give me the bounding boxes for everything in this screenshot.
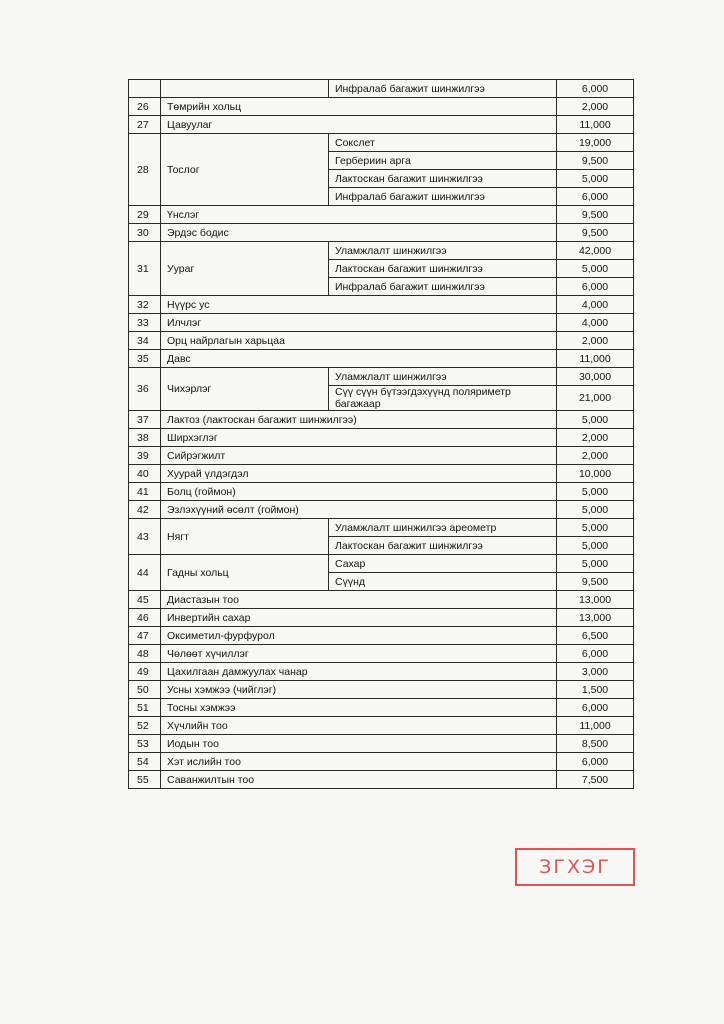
price-value: 6,000 [557, 645, 634, 663]
table-row [129, 501, 634, 519]
row-number: 45 [129, 591, 161, 609]
table-row [129, 80, 634, 98]
price-value: 2,000 [557, 429, 634, 447]
table-row [129, 735, 634, 753]
table-row [129, 411, 634, 429]
price-value: 5,000 [557, 170, 634, 188]
price-table [128, 79, 634, 789]
price-value: 2,000 [557, 447, 634, 465]
price-value: 5,000 [557, 411, 634, 429]
method-name: Лактоскан багажит шинжилгээ [329, 170, 557, 188]
price-value: 5,000 [557, 555, 634, 573]
price-value: 6,000 [557, 278, 634, 296]
row-number: 55 [129, 771, 161, 789]
table-row [129, 555, 634, 573]
row-number: 38 [129, 429, 161, 447]
price-value: 6,000 [557, 753, 634, 771]
table-row [129, 771, 634, 789]
item-name: Орц найрлагын харьцаа [161, 332, 557, 350]
row-number: 43 [129, 519, 161, 555]
row-number: 29 [129, 206, 161, 224]
price-value: 9,500 [557, 224, 634, 242]
item-name: Нүүрс ус [161, 296, 557, 314]
row-number: 35 [129, 350, 161, 368]
method-name: Инфралаб багажит шинжилгээ [329, 80, 557, 98]
price-value: 9,500 [557, 573, 634, 591]
price-value: 2,000 [557, 332, 634, 350]
table-row [129, 519, 634, 537]
row-number: 28 [129, 134, 161, 206]
price-value: 6,500 [557, 627, 634, 645]
table-row [129, 429, 634, 447]
price-value: 10,000 [557, 465, 634, 483]
price-value: 1,500 [557, 681, 634, 699]
table-row [129, 483, 634, 501]
price-value: 13,000 [557, 591, 634, 609]
item-name: Эзлэхүүний өсөлт (гоймон) [161, 501, 557, 519]
price-value: 8,500 [557, 735, 634, 753]
price-value: 9,500 [557, 206, 634, 224]
price-value: 42,000 [557, 242, 634, 260]
price-value: 5,000 [557, 260, 634, 278]
table-row [129, 663, 634, 681]
table-row [129, 242, 634, 260]
row-number: 30 [129, 224, 161, 242]
row-number: 54 [129, 753, 161, 771]
row-number: 33 [129, 314, 161, 332]
stamp: ЗГХЭГ [515, 848, 635, 886]
item-name: Давс [161, 350, 557, 368]
item-name: Гадны хольц [161, 555, 329, 591]
item-name: Инвертийн сахар [161, 609, 557, 627]
row-number: 52 [129, 717, 161, 735]
item-name: Хүчлийн тоо [161, 717, 557, 735]
item-name: Нягт [161, 519, 329, 555]
method-name: Сүүнд [329, 573, 557, 591]
method-name: Сахар [329, 555, 557, 573]
table-row [129, 645, 634, 663]
row-number: 48 [129, 645, 161, 663]
row-number: 41 [129, 483, 161, 501]
price-value: 9,500 [557, 152, 634, 170]
table-row [129, 224, 634, 242]
item-name: Болц (гоймон) [161, 483, 557, 501]
row-number: 51 [129, 699, 161, 717]
price-value: 19,000 [557, 134, 634, 152]
item-name: Тосны хэмжээ [161, 699, 557, 717]
table-row [129, 350, 634, 368]
row-number: 40 [129, 465, 161, 483]
table-row [129, 609, 634, 627]
method-name: Сүү сүүн бүтээгдэхүүнд поляриметр багажаар [329, 386, 557, 411]
row-number: 34 [129, 332, 161, 350]
row-number: 32 [129, 296, 161, 314]
item-name: Төмрийн хольц [161, 98, 557, 116]
method-name: Инфралаб багажит шинжилгээ [329, 188, 557, 206]
price-value: 6,000 [557, 699, 634, 717]
price-value: 6,000 [557, 80, 634, 98]
row-number: 44 [129, 555, 161, 591]
method-name: Уламжлалт шинжилгээ ареометр [329, 519, 557, 537]
price-value: 13,000 [557, 609, 634, 627]
table-row [129, 699, 634, 717]
row-number: 46 [129, 609, 161, 627]
price-value: 5,000 [557, 519, 634, 537]
item-name: Чөлөөт хүчиллэг [161, 645, 557, 663]
price-value: 5,000 [557, 501, 634, 519]
item-name: Чихэрлэг [161, 368, 329, 411]
method-name: Сокслет [329, 134, 557, 152]
price-value: 3,000 [557, 663, 634, 681]
price-value: 4,000 [557, 314, 634, 332]
price-value: 21,000 [557, 386, 634, 411]
method-name: Инфралаб багажит шинжилгээ [329, 278, 557, 296]
item-name: Оксиметил-фурфурол [161, 627, 557, 645]
item-name: Илчлэг [161, 314, 557, 332]
method-name: Уламжлалт шинжилгээ [329, 368, 557, 386]
method-name: Лактоскан багажит шинжилгээ [329, 260, 557, 278]
item-name: Лактоз (лактоскан багажит шинжилгээ) [161, 411, 557, 429]
price-value: 6,000 [557, 188, 634, 206]
price-value: 4,000 [557, 296, 634, 314]
table-row [129, 296, 634, 314]
table-row [129, 447, 634, 465]
table-row [129, 753, 634, 771]
item-name: Иодын тоо [161, 735, 557, 753]
table-row [129, 332, 634, 350]
item-name: Сийрэгжилт [161, 447, 557, 465]
method-name: Гербериин арга [329, 152, 557, 170]
price-value: 5,000 [557, 537, 634, 555]
row-number: 49 [129, 663, 161, 681]
item-name: Хэт ислийн тоо [161, 753, 557, 771]
row-number: 27 [129, 116, 161, 134]
row-number [129, 80, 161, 98]
table-row [129, 627, 634, 645]
row-number: 26 [129, 98, 161, 116]
table-row [129, 368, 634, 386]
row-number: 50 [129, 681, 161, 699]
price-value: 11,000 [557, 116, 634, 134]
table-row [129, 591, 634, 609]
method-name: Лактоскан багажит шинжилгээ [329, 537, 557, 555]
table-row [129, 681, 634, 699]
row-number: 31 [129, 242, 161, 296]
price-value: 7,500 [557, 771, 634, 789]
row-number: 42 [129, 501, 161, 519]
price-table-body [129, 80, 634, 789]
table-row [129, 134, 634, 152]
price-value: 2,000 [557, 98, 634, 116]
price-value: 11,000 [557, 717, 634, 735]
table-row [129, 465, 634, 483]
row-number: 53 [129, 735, 161, 753]
price-value: 5,000 [557, 483, 634, 501]
price-value: 11,000 [557, 350, 634, 368]
table-row [129, 717, 634, 735]
table-row [129, 98, 634, 116]
price-value: 30,000 [557, 368, 634, 386]
item-name: Диастазын тоо [161, 591, 557, 609]
table-row [129, 206, 634, 224]
method-name: Уламжлалт шинжилгээ [329, 242, 557, 260]
row-number: 47 [129, 627, 161, 645]
item-name: Ширхэглэг [161, 429, 557, 447]
item-name: Цахилгаан дамжуулах чанар [161, 663, 557, 681]
item-name: Цавуулаг [161, 116, 557, 134]
table-row [129, 314, 634, 332]
row-number: 36 [129, 368, 161, 411]
row-number: 39 [129, 447, 161, 465]
item-name: Усны хэмжээ (чийглэг) [161, 681, 557, 699]
item-name: Эрдэс бодис [161, 224, 557, 242]
item-name: Хуурай үлдэгдэл [161, 465, 557, 483]
table-row [129, 116, 634, 134]
item-name: Саванжилтын тоо [161, 771, 557, 789]
item-name [161, 80, 329, 98]
item-name: Уураг [161, 242, 329, 296]
row-number: 37 [129, 411, 161, 429]
item-name: Үнслэг [161, 206, 557, 224]
item-name: Тослог [161, 134, 329, 206]
